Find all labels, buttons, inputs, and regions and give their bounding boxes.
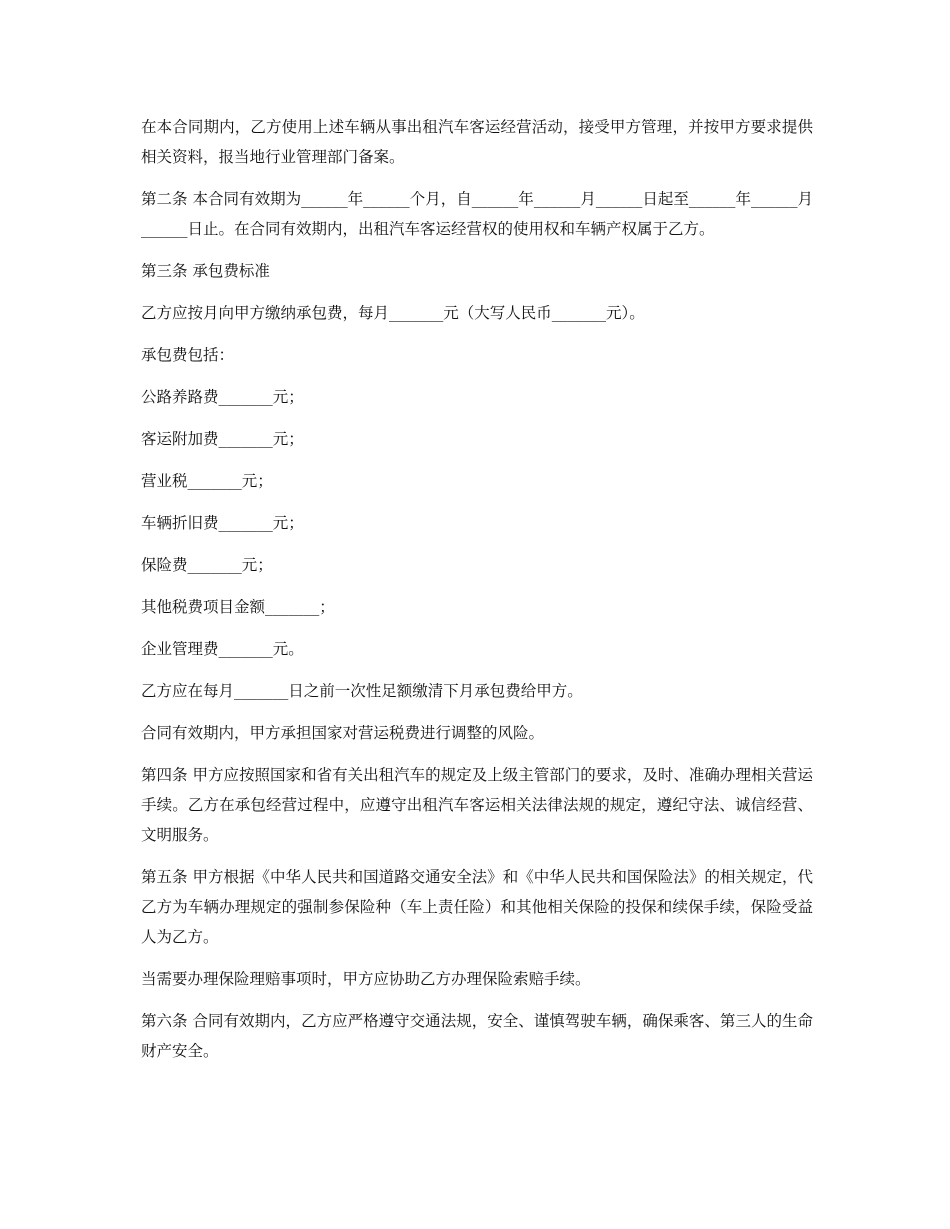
document-body <box>141 112 813 1078</box>
paragraph-article-2-term: 第二条 本合同有效期为______年______个月，自______年______月______日起至______年______月______日止。在合同有效期内，出租汽车客运经营权的使用权和车辆产权属于乙方。 <box>141 190 813 238</box>
fee-item-management: 企业管理费_______元。 <box>141 640 304 658</box>
fee-item-passenger-surcharge: 客运附加费_______元； <box>141 430 304 448</box>
paragraph-tax-risk: 合同有效期内，甲方承担国家对营运税费进行调整的风险。 <box>141 724 545 742</box>
paragraph-article-5: 第五条 甲方根据《中华人民共和国道路交通安全法》和《中华人民共和国保险法》的相关规定，代乙方为车辆办理规定的强制参保险种（车上责任险）和其他相关保险的投保和续保手续，保险受益人为乙方。 <box>141 868 813 946</box>
fee-item-road-maintenance: 公路养路费_______元； <box>141 388 304 406</box>
paragraph-monthly-fee: 乙方应按月向甲方缴纳承包费，每月_______元（大写人民币_______元）。 <box>141 304 645 322</box>
paragraph-payment-deadline: 乙方应在每月_______日之前一次性足额缴清下月承包费给甲方。 <box>141 682 583 700</box>
fee-item-business-tax: 营业税_______元； <box>141 472 273 490</box>
fee-item-other-taxes: 其他税费项目金额_______； <box>141 598 335 616</box>
paragraph-insurance-claims: 当需要办理保险理赔事项时，甲方应协助乙方办理保险索赔手续。 <box>141 970 591 988</box>
paragraph-article-6: 第六条 合同有效期内，乙方应严格遵守交通法规，安全、谨慎驾驶车辆，确保乘客、第三人的生命财产安全。 <box>141 1012 813 1060</box>
paragraph-article-3-heading: 第三条 承包费标准 <box>141 262 270 280</box>
paragraph-fee-includes: 承包费包括： <box>141 346 235 364</box>
fee-item-insurance: 保险费_______元； <box>141 556 273 574</box>
fee-item-depreciation: 车辆折旧费_______元； <box>141 514 304 532</box>
paragraph-operation-scope: 在本合同期内，乙方使用上述车辆从事出租汽车客运经营活动，接受甲方管理，并按甲方要求提供相关资料，报当地行业管理部门备案。 <box>141 118 813 166</box>
paragraph-article-4: 第四条 甲方应按照国家和省有关出租汽车的规定及上级主管部门的要求，及时、准确办理相关营运手续。乙方在承包经营过程中，应遵守出租汽车客运相关法律法规的规定，遵纪守法、诚信经营、文明服务。 <box>141 766 813 844</box>
